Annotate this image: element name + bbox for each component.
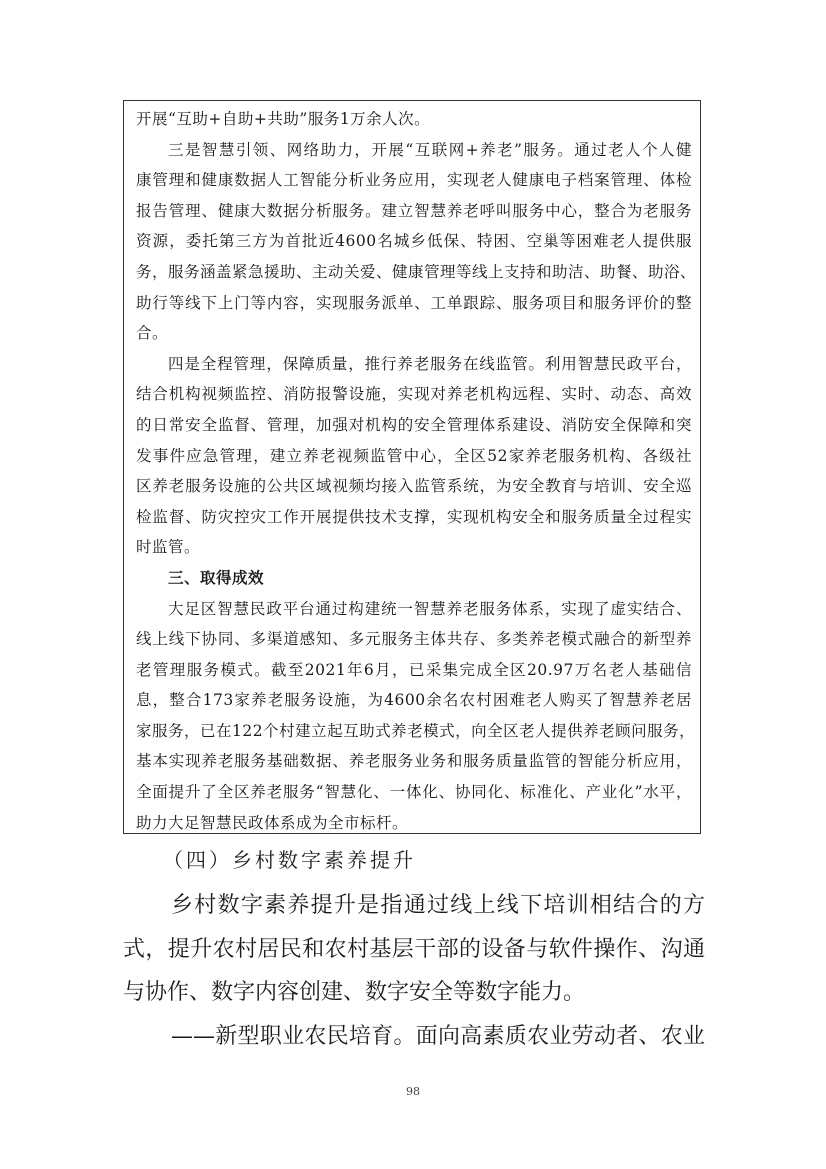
section-body bbox=[123, 884, 705, 1058]
text-line: 与协作、数字内容创建、数字安全等数字能力。 bbox=[123, 980, 586, 1005]
text-line: ——新型职业农民培育。面向高素质农业劳动者、农业 bbox=[171, 1023, 705, 1049]
text-line: 报告管理、健康大数据分析服务。建立智慧养老呼叫服务中心，整合为老服务 bbox=[136, 201, 692, 220]
text-line: 康管理和健康数据人工智能分析业务应用，实现老人健康电子档案管理、体检 bbox=[136, 171, 692, 190]
text-line: 息，整合173家养老服务设施，为4600余名农村困难老人购买了智慧养老居 bbox=[136, 691, 692, 710]
section-heading: （四）乡村数字素养提升 bbox=[163, 848, 416, 872]
text-line: 合。 bbox=[136, 324, 169, 343]
text-line: 助行等线下上门等内容，实现服务派单、工单跟踪、服务项目和服务评价的整 bbox=[136, 293, 692, 312]
text-line: 全面提升了全区养老服务“智慧化、一体化、协同化、标准化、产业化”水平， bbox=[136, 783, 692, 802]
text-line: 助力大足智慧民政体系成为全市标杆。 bbox=[136, 813, 409, 832]
case-study-text bbox=[136, 104, 697, 838]
text-line: 乡村数字素养提升是指通过线上线下培训相结合的方 bbox=[171, 893, 705, 918]
text-line: 线上线下协同、多渠道感知、多元服务主体共存、多类养老模式融合的新型养 bbox=[136, 630, 692, 649]
case-study-box bbox=[123, 100, 701, 834]
page-number: 98 bbox=[406, 1085, 420, 1098]
text-line: 区养老服务设施的公共区域视频均接入监管系统，为安全教育与培训、安全巡 bbox=[136, 477, 692, 496]
text-line: 大足区智慧民政平台通过构建统一智慧养老服务体系，实现了虚实结合、 bbox=[168, 599, 692, 618]
text-line: 开展“互助+自助+共助”服务1万余人次。 bbox=[136, 110, 431, 128]
text-line: 三是智慧引领、网络助力，开展“互联网+养老”服务。通过老人个人健 bbox=[168, 140, 692, 159]
text-line: 结合机构视频监控、消防报警设施，实现对养老机构远程、实时、动态、高效 bbox=[136, 385, 692, 404]
text-line: 时监管。 bbox=[136, 538, 201, 557]
text-line: 基本实现养老服务基础数据、养老服务业务和服务质量监管的智能分析应用， bbox=[136, 752, 692, 771]
text-line: 务，服务涵盖紧急援助、主动关爱、健康管理等线上支持和助洁、助餐、助浴、 bbox=[136, 262, 697, 281]
text-line: 资源，委托第三方为首批近4600名城乡低保、特困、空巢等困难老人提供服 bbox=[136, 232, 692, 251]
text-line: 家服务，已在122个村建立起互助式养老模式，向全区老人提供养老顾问服务， bbox=[136, 721, 696, 740]
text-line: 四是全程管理，保障质量，推行养老服务在线监管。利用智慧民政平台， bbox=[168, 354, 692, 373]
subsection-heading: 三、取得成效 bbox=[168, 567, 265, 587]
text-line: 的日常安全监督、管理，加强对机构的安全管理体系建设、消防安全保障和突 bbox=[136, 415, 692, 434]
text-line: 式，提升农村居民和农村基层干部的设备与软件操作、沟通 bbox=[123, 936, 705, 962]
text-line: 老管理服务模式。截至2021年6月，已采集完成全区20.97万名老人基础信 bbox=[136, 660, 692, 679]
text-line: 检监督、防灾控灾工作开展提供技术支撑，实现机构安全和服务质量全过程实 bbox=[136, 507, 692, 526]
text-line: 发事件应急管理，建立养老视频监管中心，全区52家养老服务机构、各级社 bbox=[136, 446, 692, 465]
